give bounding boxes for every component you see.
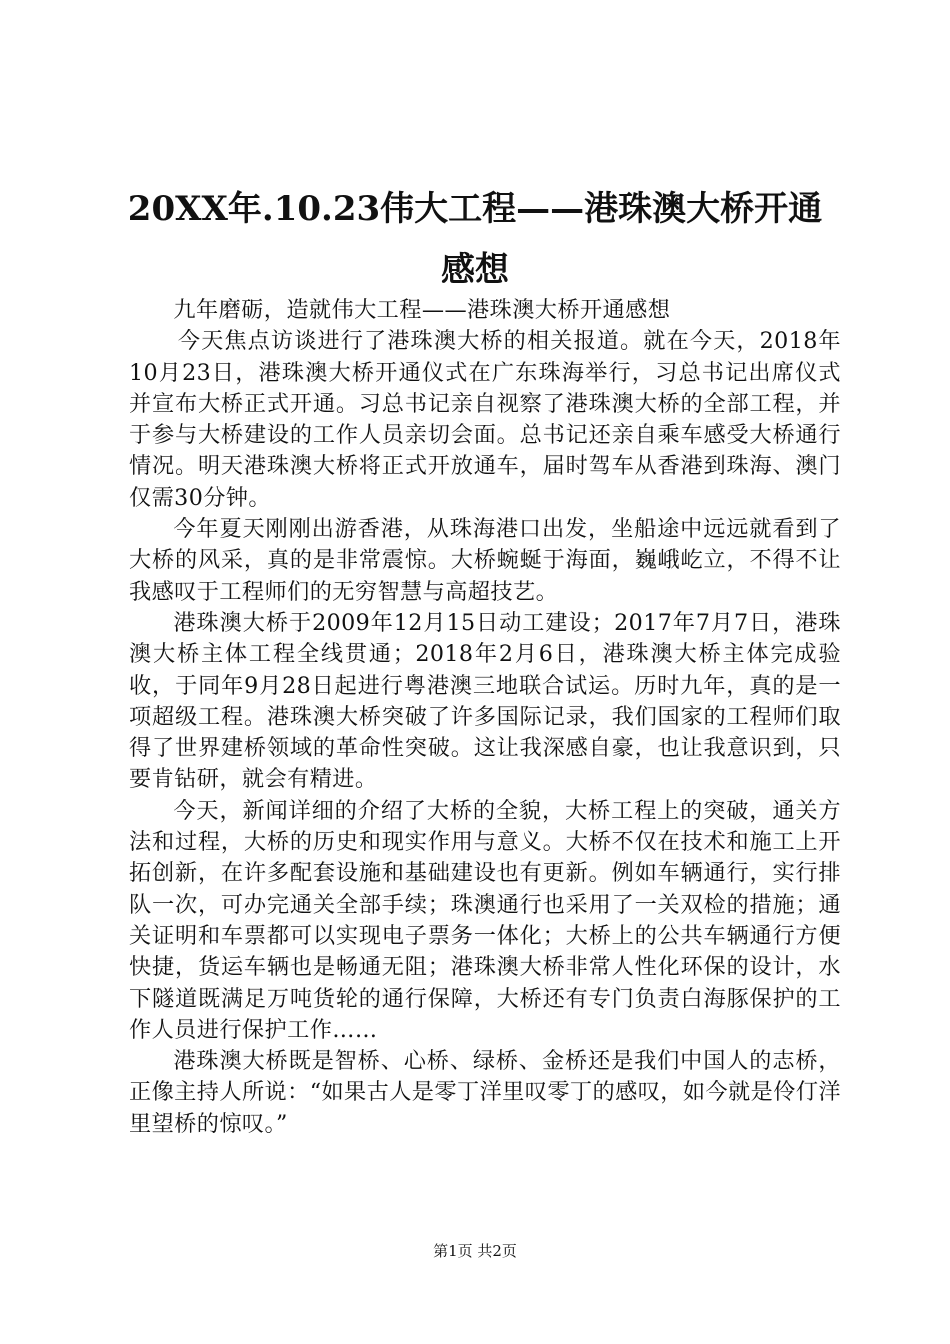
paragraph-4: 今天，新闻详细的介绍了大桥的全貌，大桥工程上的突破，通关方法和过程，大桥的历史和现实作用与意义。大桥不仅在技术和施工上开拓创新，在许多配套设施和基础建设也有更新。例如车辆通行，实行排队一次，可办完通关全部手续；珠澳通行也采用了一关双检的措施；通关证明和车票都可以实现电子票务一体化；大桥上的公共车辆通行方便快捷，货运车辆也是畅通无阻；港珠澳大桥非常人性化环保的设计，水下隧道既满足万吨货轮的通行保障，大桥还有专门负责白海豚保护的工作人员进行保护工作…… (129, 797, 841, 1043)
page-footer: 第1页 共2页 (433, 1242, 517, 1260)
paragraph-2: 今年夏天刚刚出游香港，从珠海港口出发，坐船途中远远就看到了大桥的风采，真的是非常震惊。大桥蜿蜒于海面，巍峨屹立，不得不让我感叹于工程师们的无穷智慧与高超技艺。 (129, 516, 841, 605)
document-title-line1: 20XX年.10.23伟大工程——港珠澳大桥开通 (127, 189, 823, 229)
document-title-line2: 感想 (441, 250, 509, 290)
paragraph-3: 港珠澳大桥于2009年12月15日动工建设；2017年7月7日，港珠澳大桥主体工程全线贯通；2018年2月6日，港珠澳大桥主体完成验收，于同年9月28日起进行粤港澳三地联合试运。历时九年，真的是一项超级工程。港珠澳大桥突破了许多国际记录，我们国家的工程师们取得了世界建桥领域的革命性突破。这让我深感自豪，也让我意识到，只要肯钻研，就会有精进。 (129, 609, 841, 793)
paragraph-subtitle: 九年磨砺，造就伟大工程——港珠澳大桥开通感想 (173, 297, 671, 323)
paragraph-1: 今天焦点访谈进行了港珠澳大桥的相关报道。就在今天，2018年10月23日，港珠澳大桥开通仪式在广东珠海举行，习总书记出席仪式并宣布大桥正式开通。习总书记亲自视察了港珠澳大桥的全部工程，并于参与大桥建设的工作人员亲切会面。总书记还亲自乘车感受大桥通行情况。明天港珠澳大桥将正式开放通车，届时驾车从香港到珠海、澳门仅需30分钟。 (129, 328, 841, 511)
document-body (129, 295, 841, 1140)
paragraph-5: 港珠澳大桥既是智桥、心桥、绿桥、金桥还是我们中国人的志桥，正像主持人所说：“如果古人是零丁洋里叹零丁的感叹，如今就是伶仃洋里望桥的惊叹。” (129, 1048, 841, 1137)
